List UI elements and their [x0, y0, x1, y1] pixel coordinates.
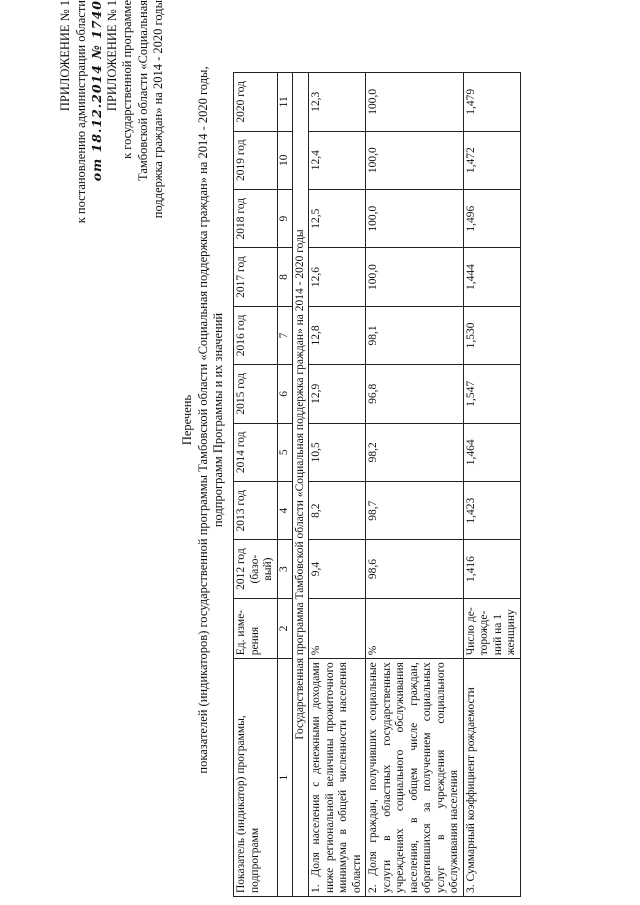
value-2017: 1,444 — [463, 248, 520, 306]
value-2013: 8,2 — [309, 481, 366, 539]
column-number: 3 — [277, 540, 292, 598]
appendix-label-secondary: ПРИЛОЖЕНИЕ № 1 — [104, 0, 119, 112]
column-number: 11 — [277, 73, 292, 132]
value-2020: 1,479 — [463, 73, 520, 132]
document-title — [180, 35, 227, 805]
value-2015: 96,8 — [366, 365, 464, 423]
appendix-program-name: Тамбовской области «Социальная — [135, 0, 150, 181]
header-year-2020: 2020 год — [234, 73, 278, 132]
value-2020: 12,3 — [309, 73, 366, 132]
value-2015: 12,9 — [309, 365, 366, 423]
value-2016: 98,1 — [366, 306, 464, 364]
table-row — [463, 73, 520, 897]
section-title: Государственная программа Тамбовской области «Социальная поддержка граждан» на 2014 - 2020 годы — [292, 73, 309, 897]
value-2017: 12,6 — [309, 248, 366, 306]
column-number: 6 — [277, 365, 292, 423]
column-number: 9 — [277, 189, 292, 247]
indicator-name: 1. Доля населения с денежными доходами ниже региональной величины прожиточного минимума в общей численности населения области — [309, 659, 366, 897]
value-2018: 100,0 — [366, 189, 464, 247]
table-row — [309, 73, 366, 897]
value-2013: 1,423 — [463, 481, 520, 539]
title-word: Перечень — [180, 394, 194, 446]
indicator-name: 3. Суммарный коэффициент рождаемости — [463, 659, 520, 897]
handwritten-date-number: от 18.12.2014 № 1740 — [89, 0, 104, 182]
indicator-name: 2. Доля граждан, получивших социальные услуги в областных государственных учреждениях социального обслуживания населения, в общем числе граждан, обратившихся за получением социальных услуг в учреждения социального обслуживания населения — [366, 659, 464, 897]
appendix-program-ref: к государственной программе — [120, 0, 134, 159]
column-number: 10 — [277, 131, 292, 189]
value-2017: 100,0 — [366, 248, 464, 306]
value-2018: 1,496 — [463, 189, 520, 247]
section-row — [292, 73, 309, 897]
column-number: 7 — [277, 306, 292, 364]
column-number-row — [277, 73, 292, 897]
indicator-unit: % — [366, 598, 464, 658]
value-2016: 1,530 — [463, 306, 520, 364]
appendix-program-years: поддержка граждан» на 2014 - 2020 годы — [151, 0, 165, 219]
column-number: 4 — [277, 481, 292, 539]
value-2012: 98,6 — [366, 540, 464, 598]
appendix-heading — [58, 0, 167, 330]
header-year-2016: 2016 год — [234, 306, 278, 364]
title-sub: подпрограмм Программы и их значений — [211, 312, 225, 528]
table-row — [366, 73, 464, 897]
header-unit: Ед. изме-рения — [234, 598, 278, 658]
header-year-2019: 2019 год — [234, 131, 278, 189]
value-2019: 100,0 — [366, 131, 464, 189]
indicators-table — [233, 72, 521, 897]
column-number: 5 — [277, 423, 292, 481]
indicator-unit: Число де-торожде-ний на 1 женщину — [463, 598, 520, 658]
header-year-2015: 2015 год — [234, 365, 278, 423]
value-2014: 10,5 — [309, 423, 366, 481]
value-2018: 12,5 — [309, 189, 366, 247]
appendix-resolution-ref: к постановлению администрации области — [73, 0, 88, 224]
value-2019: 12,4 — [309, 131, 366, 189]
value-2019: 1,472 — [463, 131, 520, 189]
header-year-2012: 2012 год (базо-вый) — [234, 540, 278, 598]
column-number: 2 — [277, 598, 292, 658]
value-2016: 12,8 — [309, 306, 366, 364]
value-2012: 9,4 — [309, 540, 366, 598]
indicator-unit: % — [309, 598, 366, 658]
appendix-label: ПРИЛОЖЕНИЕ № 1 — [58, 0, 72, 112]
title-main: показателей (индикаторов) государственной программы Тамбовской области «Социальная поддержка граждан» на 2014 - 2020 годы, — [195, 66, 210, 774]
header-indicator: Показатель (индикатор) программы, подпрограмм — [234, 659, 278, 897]
table-header-row — [234, 73, 278, 897]
value-2013: 98,7 — [366, 481, 464, 539]
value-2015: 1,547 — [463, 365, 520, 423]
header-year-2014: 2014 год — [234, 423, 278, 481]
header-year-2013: 2013 год — [234, 481, 278, 539]
value-2020: 100,0 — [366, 73, 464, 132]
column-number: 1 — [277, 659, 292, 897]
value-2014: 98,2 — [366, 423, 464, 481]
value-2014: 1,464 — [463, 423, 520, 481]
column-number: 8 — [277, 248, 292, 306]
header-year-2018: 2018 год — [234, 189, 278, 247]
value-2012: 1,416 — [463, 540, 520, 598]
header-year-2017: 2017 год — [234, 248, 278, 306]
